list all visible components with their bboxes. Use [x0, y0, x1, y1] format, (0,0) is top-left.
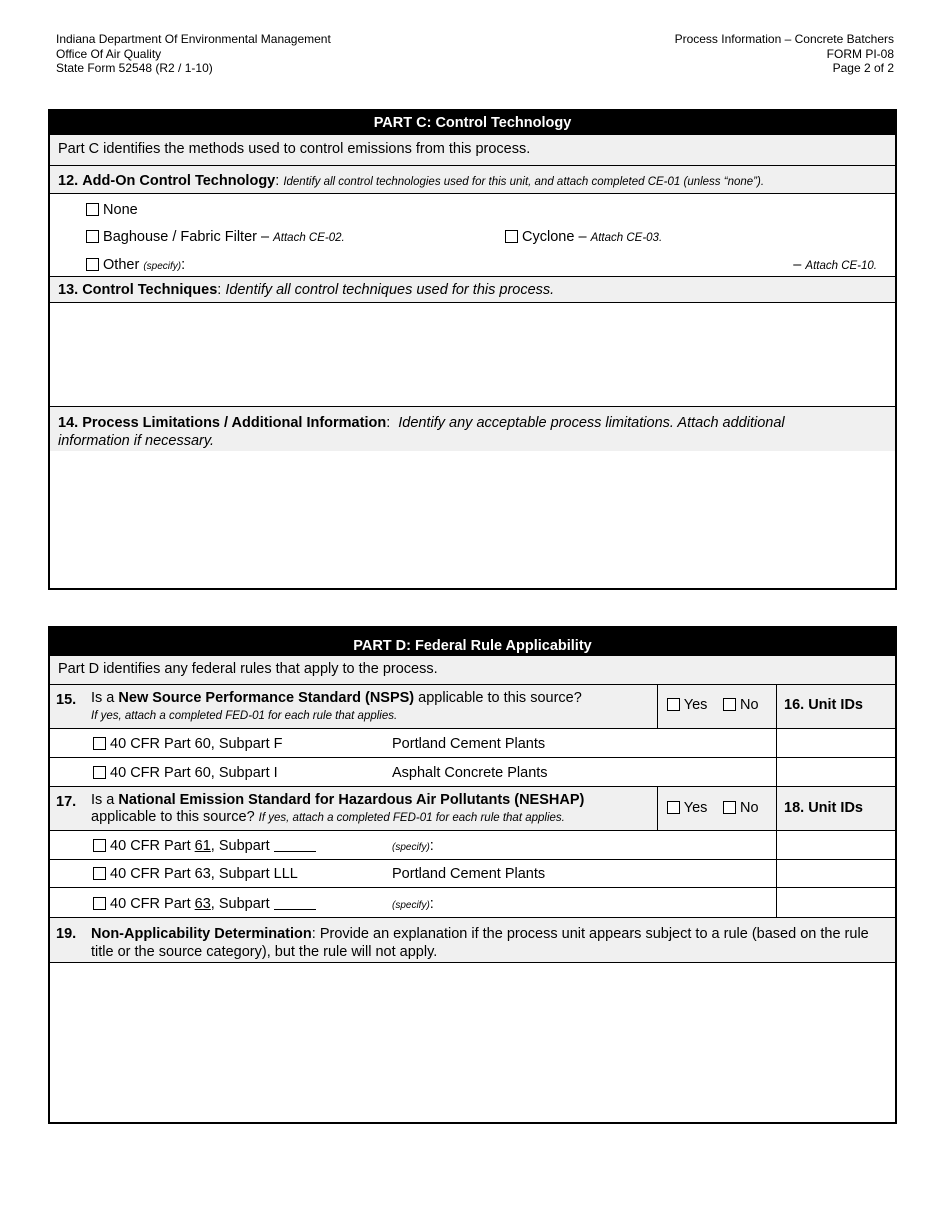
state-form-number: State Form 52548 (R2 / 1-10): [56, 61, 213, 75]
q12-row: 12. Add-On Control Technology: Identify all control technologies used for this unit, and attach completed CE-01 (unless “none”).: [50, 165, 895, 193]
rule-description: Asphalt Concrete Plants: [392, 765, 548, 781]
q18-unit-ids-header: 18. Unit IDs: [784, 800, 863, 816]
part-d-intro: Part D identifies any federal rules that apply to the process.: [50, 656, 895, 684]
q19-label: Non-Applicability Determination: [91, 926, 312, 942]
nsps-no-checkbox[interactable]: [723, 698, 736, 711]
part-c-title: PART C: Control Technology: [50, 111, 895, 135]
part-d-title: PART D: Federal Rule Applicability: [50, 628, 895, 656]
part-d-section: [48, 626, 897, 1124]
nsps-subpart-f-checkbox[interactable]: [93, 737, 106, 750]
q12-instruction: Identify all control technologies used for this unit, and attach completed CE-01 (unless “none”).: [283, 176, 765, 188]
process-limitations-field[interactable]: [50, 451, 895, 588]
q13-row: 13. Control Techniques: Identify all control techniques used for this process.: [50, 276, 895, 302]
q15-note: If yes, attach a completed FED-01 for each rule that applies.: [91, 710, 398, 722]
page-number: Page 2 of 2: [832, 61, 894, 75]
unit-ids-field[interactable]: [777, 888, 895, 917]
neshap-rule-row: 40 CFR Part 63, Subpart LLL Portland Cement Plants: [50, 859, 895, 887]
neshap-yes-checkbox[interactable]: [667, 801, 680, 814]
form-header: [675, 32, 894, 76]
rule-description: Portland Cement Plants: [392, 866, 546, 882]
baghouse-checkbox[interactable]: [86, 230, 99, 243]
agency-name: Indiana Department Of Environmental Management: [56, 32, 331, 46]
neshap-no-checkbox[interactable]: [723, 801, 736, 814]
agency-header: [56, 32, 331, 76]
nsps-rule-row: [50, 757, 895, 786]
q15-number: 15.: [56, 692, 77, 708]
q19-number: 19.: [56, 926, 77, 942]
q12-options: [50, 193, 895, 276]
neshap-rule-row: 40 CFR Part 63, Subpart (specify):: [50, 887, 895, 917]
q17-row: 17. Is a National Emission Standard for Hazardous Air Pollutants (NESHAP) applicable to this source? If yes, attach a completed FED-01 for each rule that applies. Yes No 18. Unit IDs: [50, 786, 895, 830]
nsps-rule-row: [50, 728, 895, 757]
q17-yes: Yes: [667, 800, 707, 816]
option-cyclone: Cyclone – Attach CE-03.: [505, 229, 662, 245]
other-attach-note: – Attach CE-10.: [793, 257, 877, 273]
q13-label: Control Techniques: [82, 282, 218, 298]
option-none: None: [86, 202, 138, 218]
rule-cfr: 40 CFR Part 60, Subpart I: [110, 765, 278, 781]
q16-unit-ids-header: 16. Unit IDs: [784, 697, 863, 713]
q17-note: If yes, attach a completed FED-01 for each rule that applies.: [258, 812, 565, 824]
form-number: FORM PI-08: [826, 46, 894, 61]
unit-ids-field[interactable]: [777, 729, 895, 757]
form-title: Process Information – Concrete Batchers: [674, 32, 894, 46]
q19-row: 19. Non-Applicability Determination: Provide an explanation if the process unit appears subject to a rule (based on the rule title or the source category), but the rule will not apply.: [50, 917, 895, 962]
unit-ids-field[interactable]: [777, 860, 895, 887]
unit-ids-field[interactable]: [777, 758, 895, 786]
nsps-subpart-i-checkbox[interactable]: [93, 766, 106, 779]
other-checkbox[interactable]: [86, 258, 99, 271]
cyclone-checkbox[interactable]: [505, 230, 518, 243]
q15-row: 15. Is a New Source Performance Standard (NSPS) applicable to this source? If yes, attach a completed FED-01 for each rule that applies. Yes No 16. Unit IDs: [50, 684, 895, 728]
unit-ids-field[interactable]: [777, 831, 895, 859]
part-c-section: [48, 109, 897, 590]
q14-number: 14.: [58, 415, 79, 431]
office-name: Office Of Air Quality: [56, 46, 162, 61]
neshap-rule-row: 40 CFR Part 61, Subpart (specify):: [50, 830, 895, 859]
part-c-intro: Part C identifies the methods used to control emissions from this process.: [50, 135, 895, 165]
option-baghouse: Baghouse / Fabric Filter – Attach CE-02.: [86, 229, 345, 245]
nsps-yes-checkbox[interactable]: [667, 698, 680, 711]
q17-no: No: [723, 800, 759, 816]
neshap-part-63-checkbox[interactable]: [93, 897, 106, 910]
neshap-part-61-checkbox[interactable]: [93, 839, 106, 852]
q17-number: 17.: [56, 794, 77, 810]
q14-instruction: Identify any acceptable process limitations. Attach additional information if necessary.: [58, 415, 785, 449]
q13-number: 13.: [58, 282, 79, 298]
q12-number: 12.: [58, 173, 79, 189]
rule-description: Portland Cement Plants: [392, 736, 546, 752]
subpart-input[interactable]: [274, 838, 316, 852]
none-checkbox[interactable]: [86, 203, 99, 216]
q15-no: No: [723, 697, 759, 713]
non-applicability-field[interactable]: [50, 962, 895, 1122]
subpart-input[interactable]: [274, 896, 316, 910]
neshap-subpart-lll-checkbox[interactable]: [93, 867, 106, 880]
q12-label: Add-On Control Technology: [82, 173, 276, 189]
q15-yes: Yes: [667, 697, 707, 713]
rule-cfr: 40 CFR Part 60, Subpart F: [110, 736, 283, 752]
nsps-label: New Source Performance Standard (NSPS): [118, 690, 415, 706]
q14-label: Process Limitations / Additional Information: [82, 415, 387, 431]
q13-instruction: Identify all control techniques used for this process.: [225, 282, 555, 298]
control-techniques-field[interactable]: [50, 302, 895, 406]
q14-row: 14. Process Limitations / Additional Information: Identify any acceptable process limitations. Attach additional information if necessary.: [50, 406, 895, 451]
neshap-label: National Emission Standard for Hazardous Air Pollutants (NESHAP): [118, 792, 585, 808]
q19-text: Provide an explanation if the process unit appears subject to a rule (based on the rule title or the source category), but the rule will not apply.: [91, 926, 869, 960]
option-other: Other (specify):: [86, 257, 185, 273]
